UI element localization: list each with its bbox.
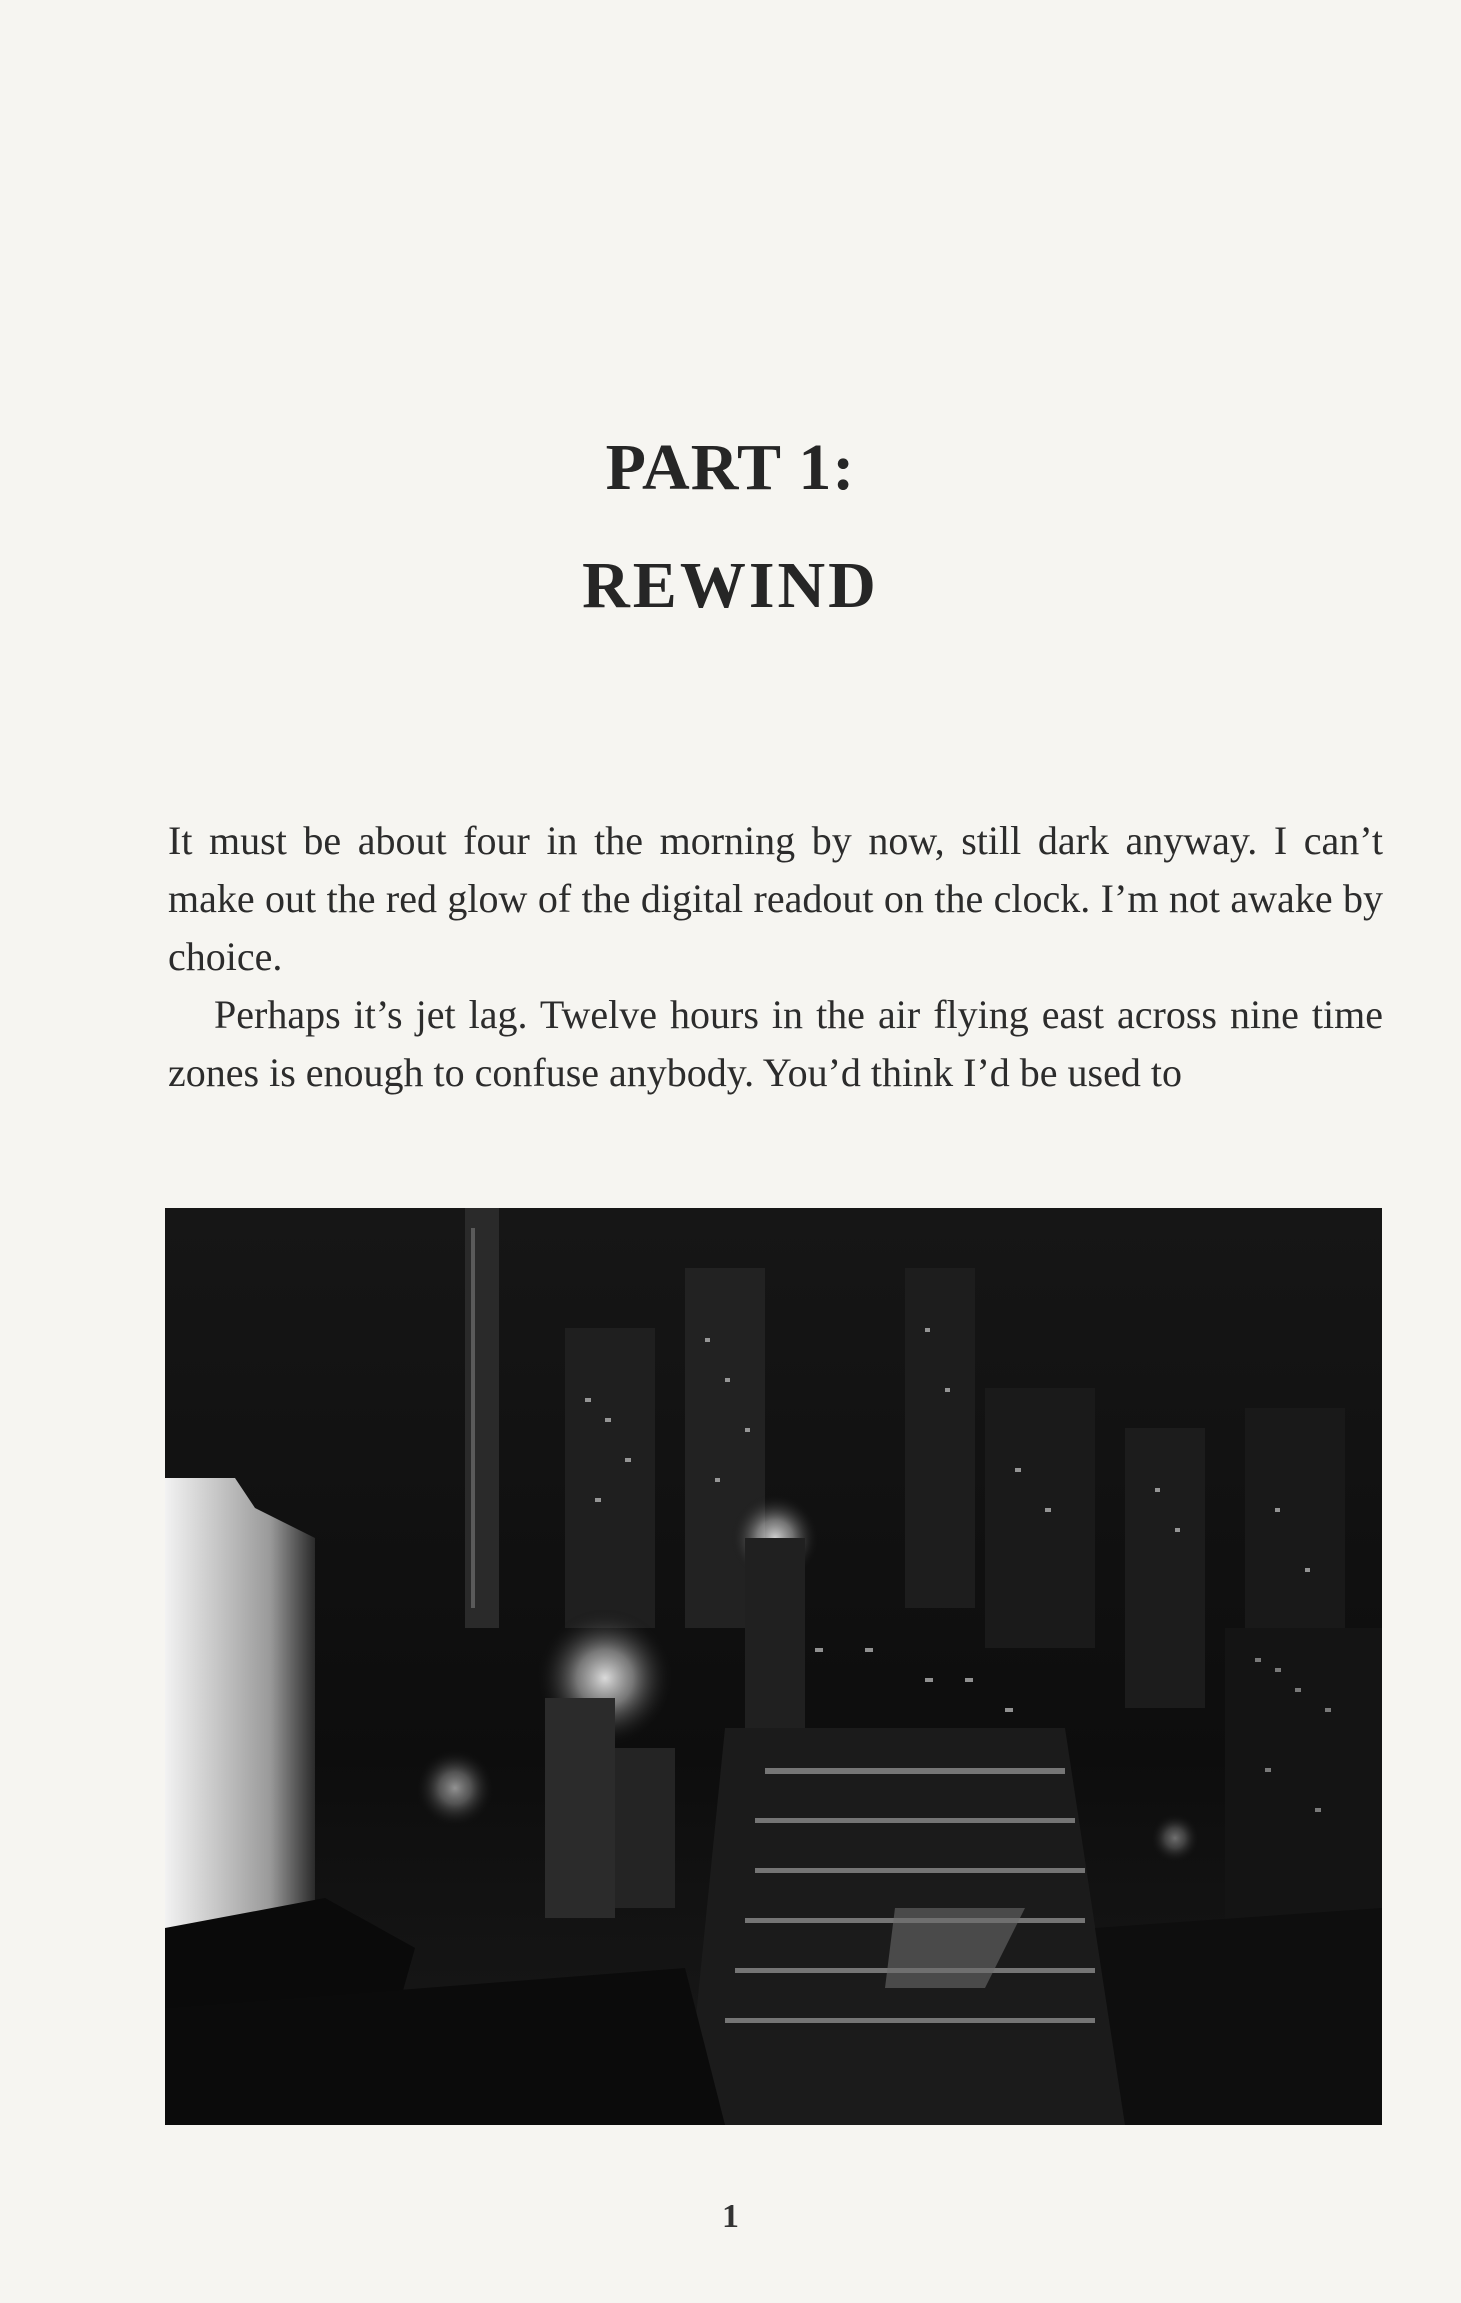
city-night-skyline-image [165,1208,1382,2125]
city-night-photo [165,1208,1382,2125]
paragraph: Perhaps it’s jet lag. Twelve hours in the air flying east across nine time zones is enough to confuse anybody. You’d think I’d be used to [168,992,1383,1095]
body-text [168,812,1383,1102]
paragraph: It must be about four in the morning by now, still dark anyway. I can’t make out the red glow of the digital readout on the clock. I’m not awake by choice. [168,818,1383,979]
part-label: PART 1: [605,431,856,504]
page-number: 1 [722,2198,739,2235]
part-title: REWIND [582,549,879,622]
